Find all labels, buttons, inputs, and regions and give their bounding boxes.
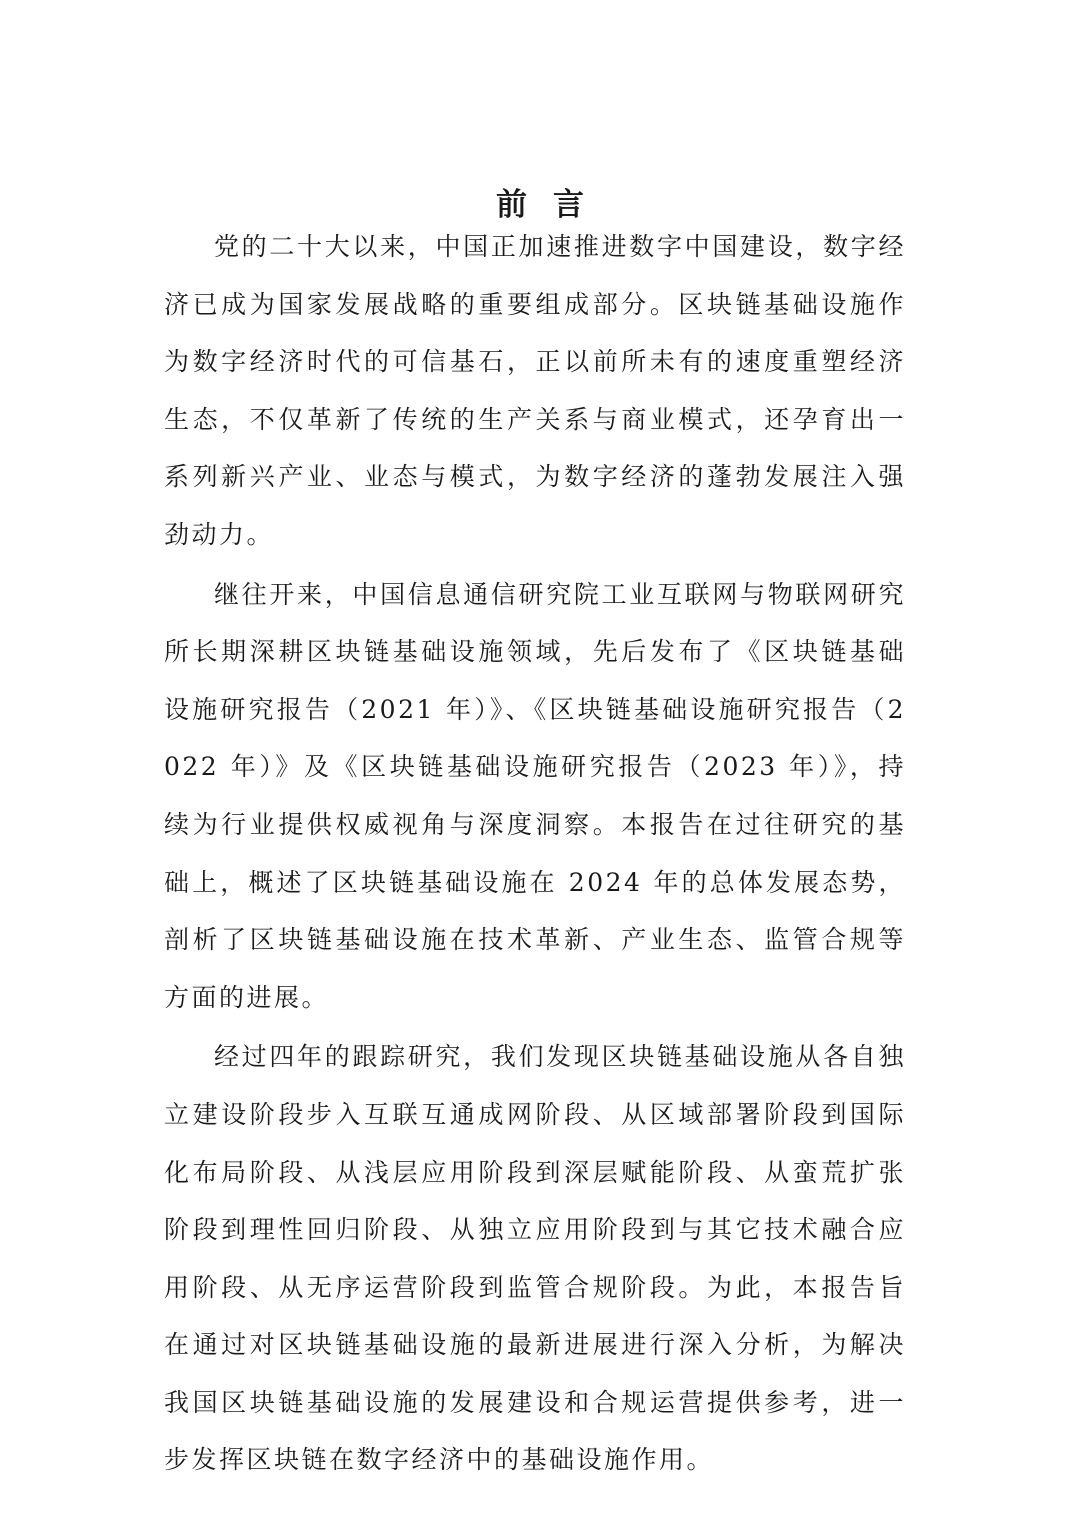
paragraph-2: 继往开来，中国信息通信研究院工业互联网与物联网研究所长期深耕区块链基础设施领域，先后发布了《区块链基础设施研究报告（2021 年）》、《区块链基础设施研究报告（2022 年）》及《区块链基础设施研究报告（2023 年）》，持续为行业提供权威视角与深度洞察。本报告在过往研究的基础上，概述了区块链基础设施在 2024 年的总体发展态势，剖析了区块链基础设施在技术革新、产业生态、监管合规等方面的进展。 [164, 579, 906, 1012]
document-body [164, 218, 906, 1489]
paragraph-3: 经过四年的跟踪研究，我们发现区块链基础设施从各自独立建设阶段步入互联互通成网阶段、从区域部署阶段到国际化布局阶段、从浅层应用阶段到深层赋能阶段、从蛮荒扩张阶段到理性回归阶段、从独立应用阶段到与其它技术融合应用阶段、从无序运营阶段到监管合规阶段。为此，本报告旨在通过对区块链基础设施的最新进展进行深入分析，为解决我国区块链基础设施的发展建设和合规运营提供参考，进一步发挥区块链在数字经济中的基础设施作用。 [164, 1042, 906, 1475]
paragraph-1: 党的二十大以来，中国正加速推进数字中国建设，数字经济已成为国家发展战略的重要组成部分。区块链基础设施作为数字经济时代的可信基石，正以前所未有的速度重塑经济生态，不仅革新了传统的生产关系与商业模式，还孕育出一系列新兴产业、业态与模式，为数字经济的蓬勃发展注入强劲动力。 [164, 232, 906, 549]
page-title: 前言 [496, 186, 610, 223]
